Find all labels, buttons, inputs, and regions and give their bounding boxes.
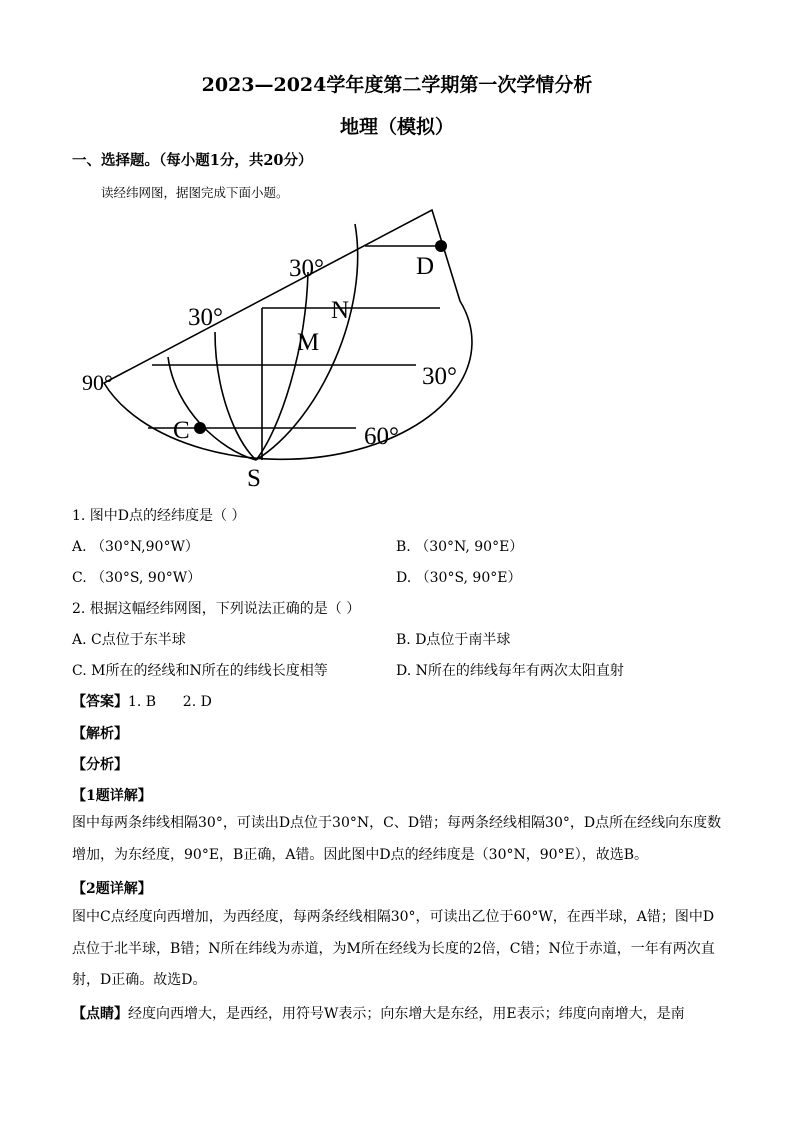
- label-n: N: [331, 297, 350, 324]
- answer-label: 【答案】: [72, 694, 128, 710]
- q1-option-c: C. （30°S, 90°W）: [72, 570, 202, 586]
- q2-stem: 2. 根据这幅经纬网图，下列说法正确的是（ ）: [72, 601, 361, 617]
- detail2-text: 图中C点经度向西增加，为西经度，每两条经线相隔30°，可读出乙位于60°W，在西半球，A错；图中D点位于北半球，B错；N所在纬线为赤道，为M所在经线为长度的2倍，C错；N位于赤道，一年有两次直射，D正确。故选D。: [72, 909, 715, 988]
- detail2-label: 【2题详解】: [72, 881, 152, 897]
- figure-outline: [104, 210, 472, 459]
- label-c: C: [173, 417, 190, 444]
- fenxi-label: 【分析】: [72, 757, 128, 773]
- label-s: S: [247, 465, 261, 492]
- label-d: D: [416, 253, 435, 280]
- meridian-left-1: [215, 332, 256, 460]
- page-subtitle: 地理（模拟）: [339, 116, 454, 138]
- q1-stem: 1. 图中D点的经纬度是（ ）: [72, 508, 246, 524]
- graticule-figure: [60, 200, 480, 500]
- dianjing-label: 【点睛】: [72, 1006, 128, 1022]
- page-title: 2023—2024学年度第二学期第一次学情分析: [201, 74, 593, 96]
- intro-text: 读经纬网图，据图完成下面小题。: [101, 185, 289, 200]
- point-c: [194, 422, 206, 434]
- section-heading: 一、选择题。（每小题1分，共20分）: [72, 152, 313, 169]
- label-90: 90°: [82, 370, 113, 395]
- point-d: [435, 240, 447, 252]
- q1-option-b: B. （30°N, 90°E）: [396, 539, 524, 555]
- label-30-right: 30°: [422, 363, 457, 390]
- q2-option-b: B. D点位于南半球: [396, 632, 511, 648]
- analysis-label: 【解析】: [72, 726, 128, 742]
- q2-option-d: D. N所在的纬线每年有两次太阳直射: [396, 663, 624, 679]
- detail1-text: 图中每两条纬线相隔30°，可读出D点位于30°N，C、D错；每两条经线相隔30°，D点所在经线向东度数增加，为东经度，90°E，B正确，A错。因此图中D点的经纬度是（30°N，90°E），故选B。: [72, 815, 722, 863]
- q2-option-a: A. C点位于东半球: [72, 632, 186, 648]
- q1-option-d: D. （30°S, 90°E）: [396, 570, 522, 586]
- q1-option-a: A. （30°N,90°W）: [72, 539, 199, 555]
- label-60: 60°: [364, 423, 399, 450]
- label-m: M: [297, 329, 320, 356]
- meridian-m: [256, 272, 308, 460]
- label-30-top: 30°: [289, 255, 324, 282]
- dianjing-text: 经度向西增大，是西经，用符号W表示；向东增大是东经，用E表示；纬度向南增大，是南: [128, 1006, 685, 1022]
- answer-line: [72, 691, 212, 711]
- answer-text: 1. B 2. D: [128, 694, 212, 710]
- detail1-label: 【1题详解】: [72, 788, 152, 804]
- q2-option-c: C. M所在的经线和N所在的纬线长度相等: [72, 663, 328, 679]
- label-30-left: 30°: [188, 304, 223, 331]
- dianjing-line: [72, 1003, 685, 1023]
